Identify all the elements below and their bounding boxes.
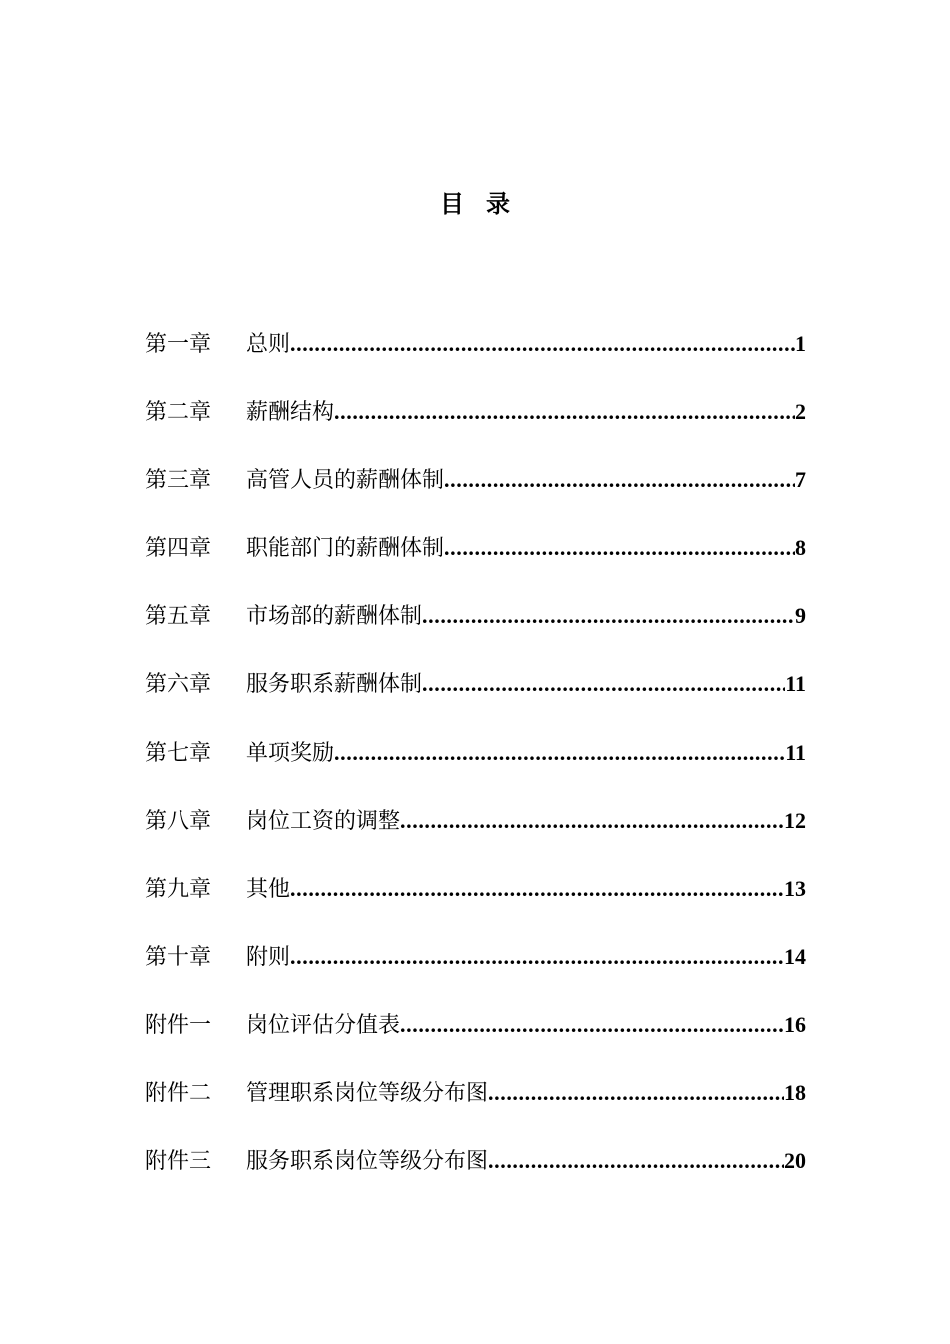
toc-chapter-name: 附则: [246, 944, 291, 970]
toc-dot-leader: [422, 671, 785, 697]
toc-chapter-number: 附件一: [145, 1012, 212, 1038]
toc-entry[interactable]: [145, 599, 806, 667]
toc-chapter-number: 附件三: [145, 1149, 212, 1175]
toc-chapter-number: 第五章: [145, 604, 212, 630]
toc-page-number: 13: [784, 875, 806, 901]
toc-entry[interactable]: [145, 940, 806, 1008]
toc-dot-leader: [444, 535, 795, 561]
toc-dot-leader: [334, 740, 785, 766]
toc-page-number: 16: [784, 1011, 806, 1037]
toc-page-number: 11: [785, 671, 806, 697]
toc-page-number: 20: [784, 1148, 806, 1174]
toc-entry[interactable]: [145, 804, 806, 872]
toc-entry[interactable]: [145, 463, 806, 531]
toc-chapter-number: 第十章: [145, 944, 212, 970]
toc-dot-leader: [400, 1012, 784, 1038]
toc-page-number: 12: [784, 807, 806, 833]
toc-entry[interactable]: [145, 667, 806, 735]
toc-dot-leader: [290, 331, 795, 357]
toc-chapter-name: 高管人员的薪酬体制: [246, 468, 445, 494]
toc-chapter-name: 岗位评估分值表: [246, 1012, 401, 1038]
toc-entry[interactable]: [145, 327, 806, 395]
toc-list: [145, 327, 806, 1212]
toc-chapter-number: 第一章: [145, 332, 212, 357]
toc-page-number: 18: [784, 1080, 806, 1106]
toc-chapter-name: 岗位工资的调整: [246, 808, 401, 834]
toc-dot-leader: [444, 467, 795, 493]
toc-dot-leader: [488, 1148, 784, 1174]
toc-dot-leader: [400, 808, 784, 834]
toc-entry[interactable]: [145, 531, 806, 599]
toc-page-number: 2: [795, 399, 806, 425]
toc-page-number: 1: [795, 331, 806, 356]
toc-chapter-name: 服务职系岗位等级分布图: [246, 1149, 489, 1175]
toc-page-number: 9: [795, 603, 806, 629]
toc-chapter-name: 管理职系岗位等级分布图: [246, 1081, 489, 1107]
toc-chapter-number: 第三章: [145, 468, 212, 494]
toc-page-number: 7: [795, 467, 806, 493]
toc-chapter-number: 第四章: [145, 536, 212, 562]
toc-entry[interactable]: [145, 872, 806, 940]
toc-chapter-number: 第七章: [145, 740, 212, 766]
toc-dot-leader: [422, 603, 795, 629]
toc-chapter-name: 总则: [246, 332, 291, 357]
toc-page-number: 14: [784, 943, 806, 969]
toc-dot-leader: [290, 876, 784, 902]
toc-entry[interactable]: [145, 1008, 806, 1076]
toc-dot-leader: [488, 1080, 784, 1106]
toc-entry[interactable]: [145, 1076, 806, 1144]
toc-chapter-name: 单项奖励: [246, 740, 335, 766]
toc-dot-leader: [290, 944, 784, 970]
toc-page-number: 8: [795, 535, 806, 561]
toc-dot-leader: [334, 399, 795, 425]
toc-entry[interactable]: [145, 736, 806, 804]
toc-chapter-number: 第八章: [145, 808, 212, 834]
toc-page-number: 11: [785, 739, 806, 765]
toc-chapter-name: 市场部的薪酬体制: [246, 604, 423, 630]
toc-chapter-name: 服务职系薪酬体制: [246, 672, 423, 698]
toc-chapter-name: 其他: [246, 876, 291, 902]
toc-chapter-number: 附件二: [145, 1081, 212, 1107]
toc-chapter-name: 职能部门的薪酬体制: [246, 536, 445, 562]
toc-chapter-name: 薪酬结构: [246, 400, 335, 426]
toc-entry[interactable]: [145, 1144, 806, 1212]
toc-chapter-number: 第二章: [145, 400, 212, 426]
toc-chapter-number: 第九章: [145, 876, 212, 902]
toc-entry[interactable]: [145, 395, 806, 463]
toc-title: 目录: [440, 189, 532, 218]
toc-chapter-number: 第六章: [145, 672, 212, 698]
